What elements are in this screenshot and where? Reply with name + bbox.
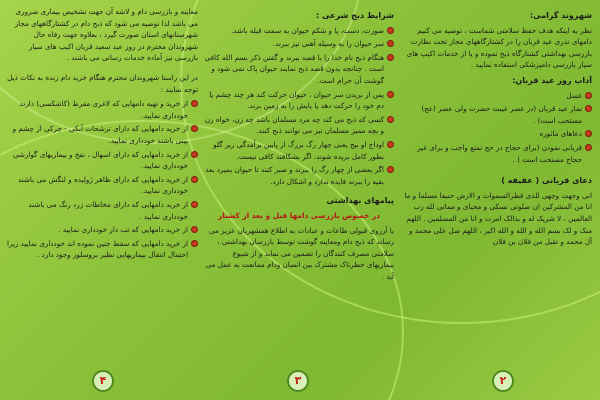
bullet-icon (585, 130, 592, 137)
list-item: از خرید دامهایی که تب دار خودداری نمایید . (6, 224, 198, 236)
list-item: کسی که ذبح می کند چه مرد مسلمان باشد چه زن، خواه زن و بچه ممیز مسلمان نیز می توانند ذبح کنند. (204, 114, 394, 137)
page-number-badge: ۲ (492, 370, 514, 392)
list-item: قربانی نمودن (برای حجاج در حج تمتع واجب و برای غیر حجاج مستحب است ) . (402, 142, 592, 165)
health-messages-heading: پیامهای بهداشتی (326, 196, 394, 206)
bullet-icon (191, 240, 198, 247)
list-item: از خرید دامهایی که دارای مخاطات زرد رنگ می باشند خودداری نمایید . (6, 199, 198, 222)
list-item: از خرید دامهایی که سقط جنین نموده اند خودداری نمایید زیرا احتمال انتقال بیماریهایی نظیر بروسلوز وجود دارد . (6, 238, 198, 261)
bullet-icon (387, 141, 394, 148)
panel-left (6, 6, 198, 263)
slaughter-conditions-heading: شرایط ذبح شرعی : (316, 11, 394, 20)
bullet-icon (387, 27, 394, 34)
bullet-icon (191, 226, 198, 233)
list-item: از خرید دامهایی که دارای ظاهر ژولیده و لنگش می باشند خودداری نمایید. (6, 174, 198, 197)
bullet-icon (191, 151, 198, 158)
list-item: هنگام ذبح نام خدا را با قصد ببرند و گفتن ذکر بسم الله کافی است . چنانچه بدون قصد ذبح نمایند حیوان پاک نمی شود و گوشت آن حرام است. (204, 52, 394, 87)
page-number-badge: ۳ (287, 370, 309, 392)
bullet-icon (585, 92, 592, 99)
bullet-icon (387, 116, 394, 123)
list-item: از خرید دامهایی که دارای اسهال ، نفخ و بیماریهای گوارشی خودداری نمایید. (6, 149, 198, 172)
bullet-icon (191, 125, 198, 132)
bullet-icon (387, 166, 394, 173)
health-message-text: با آرزوی قبولی طاعات و عبادات به اطلاع همشهریان عزیز می رساند که ذبح دام ومعاینه گوشت توسط بازرسان بهداشتی ، سلامتی مصرف کنندگان را تضمین می نماید و از شیوع بیماریهای خطرناک مشترک بین انسان ودام ممانعت به عمل می آید . (205, 225, 394, 281)
list-item: صورت، دست، پا و شکم حیوان به سمت قبله باشد. (204, 25, 394, 37)
list-item: از خرید و تهیه دامهایی که لاغری مفرط (کاشکسی) دارند خودداری نمایید. (6, 98, 198, 121)
eid-customs-heading: آداب روز عید قربان: (512, 75, 592, 85)
greeting: شهروند گرامی: (529, 11, 592, 20)
bullet-icon (585, 144, 592, 151)
bullet-icon (585, 105, 592, 112)
list-item: اگر بعضی از چهار رگ را ببرند و صبر کنند تا حیوان بمیرد بعد بقیه را ببرند فایده ندارد و اشکال دارد. (204, 164, 394, 187)
bullet-icon (191, 100, 198, 107)
prayer-text: انی وجهت وجهی للذی فطرالسموات و الارض حنیفا مسلما و ما انا من المشرکین ان صلوتی نسکی و محیای و مماتی لله رب العالمین ، لا شریک له و بذالک امرت و انا من المسلمین . اللهم منک و لک بسم الله و الله و الله اکبر ، اللهم صل علی محمد و آل محمد و تقبل من فلان بن فلان (404, 190, 592, 247)
list-item: از خرید دامهایی که دارای ترشحات آبکی - چرکی از چشم و بینی باشند خودداری نمایید. (6, 123, 198, 146)
list-item: پس از بریدن سر حیوان ، حیوان حرکت کند هر چند چشم یا دم خود را حرکت دهد یا پایش را به زمین بزند. (204, 89, 394, 112)
intro-text: نظر به اینکه هدف حفظ سلامتی شماست ، توصیه می کنیم دامهای نذری عید قربان را در کشتارگاههای مجاز تحت نظارت بازرسی بهداشتی کشتارگاه ذبح نموده و یا از خدمات اکیپ های سیار بازرسی دامپزشکی استفاده نمایید . (406, 25, 592, 70)
bullet-icon (191, 201, 198, 208)
purchase-note: در این راستا شهروندان محترم هنگام خرید دام زنده به نکات ذیل توجه نمایند : (7, 72, 198, 94)
inspection-subheading: در خصوص بازرسی دامها قبل و بعد از کشتار (217, 210, 381, 220)
list-item: دعاهای ماثوره (402, 128, 592, 140)
list-item: اوداج او بیخ یعنی چهار رگ بزرگ از پایین برآمدگی زیر گلو بطور کامل بریده شوند. اگر بشکافند کافی نیست. (204, 139, 394, 162)
list-item: غسل (402, 90, 592, 102)
inspection-intro: معاینه و بازرسی دام و لاشه آن جهت تشخیص بیماری ضروری می باشد لذا توصیه می شود که ذبح دام در کشتارگاههای مجاز شهرستانهای استان صورت گیرد ، بعلاوه جهت رفاه حال شهروندان محترم در روز عید سعید قربان اکیپ های سیار بازرسی نیز آماده خدمات رسانی می باشند . (14, 7, 198, 63)
panel-right (402, 6, 592, 251)
bullet-icon (387, 91, 394, 98)
bullet-icon (387, 54, 394, 61)
prayer-heading: دعای قربانی ( عقیقه ) (501, 176, 592, 186)
panel-middle (204, 6, 394, 285)
list-item: نماز عید قربان (در عصر غیبت حضرت ولی عصر (عج) مستحب است) . (402, 103, 592, 126)
bullet-icon (387, 40, 394, 47)
page-number-badge: ۴ (92, 370, 114, 392)
bullet-icon (191, 176, 198, 183)
list-item: سر حیوان را به وسیله آهنی تیز ببرند. (204, 38, 394, 50)
